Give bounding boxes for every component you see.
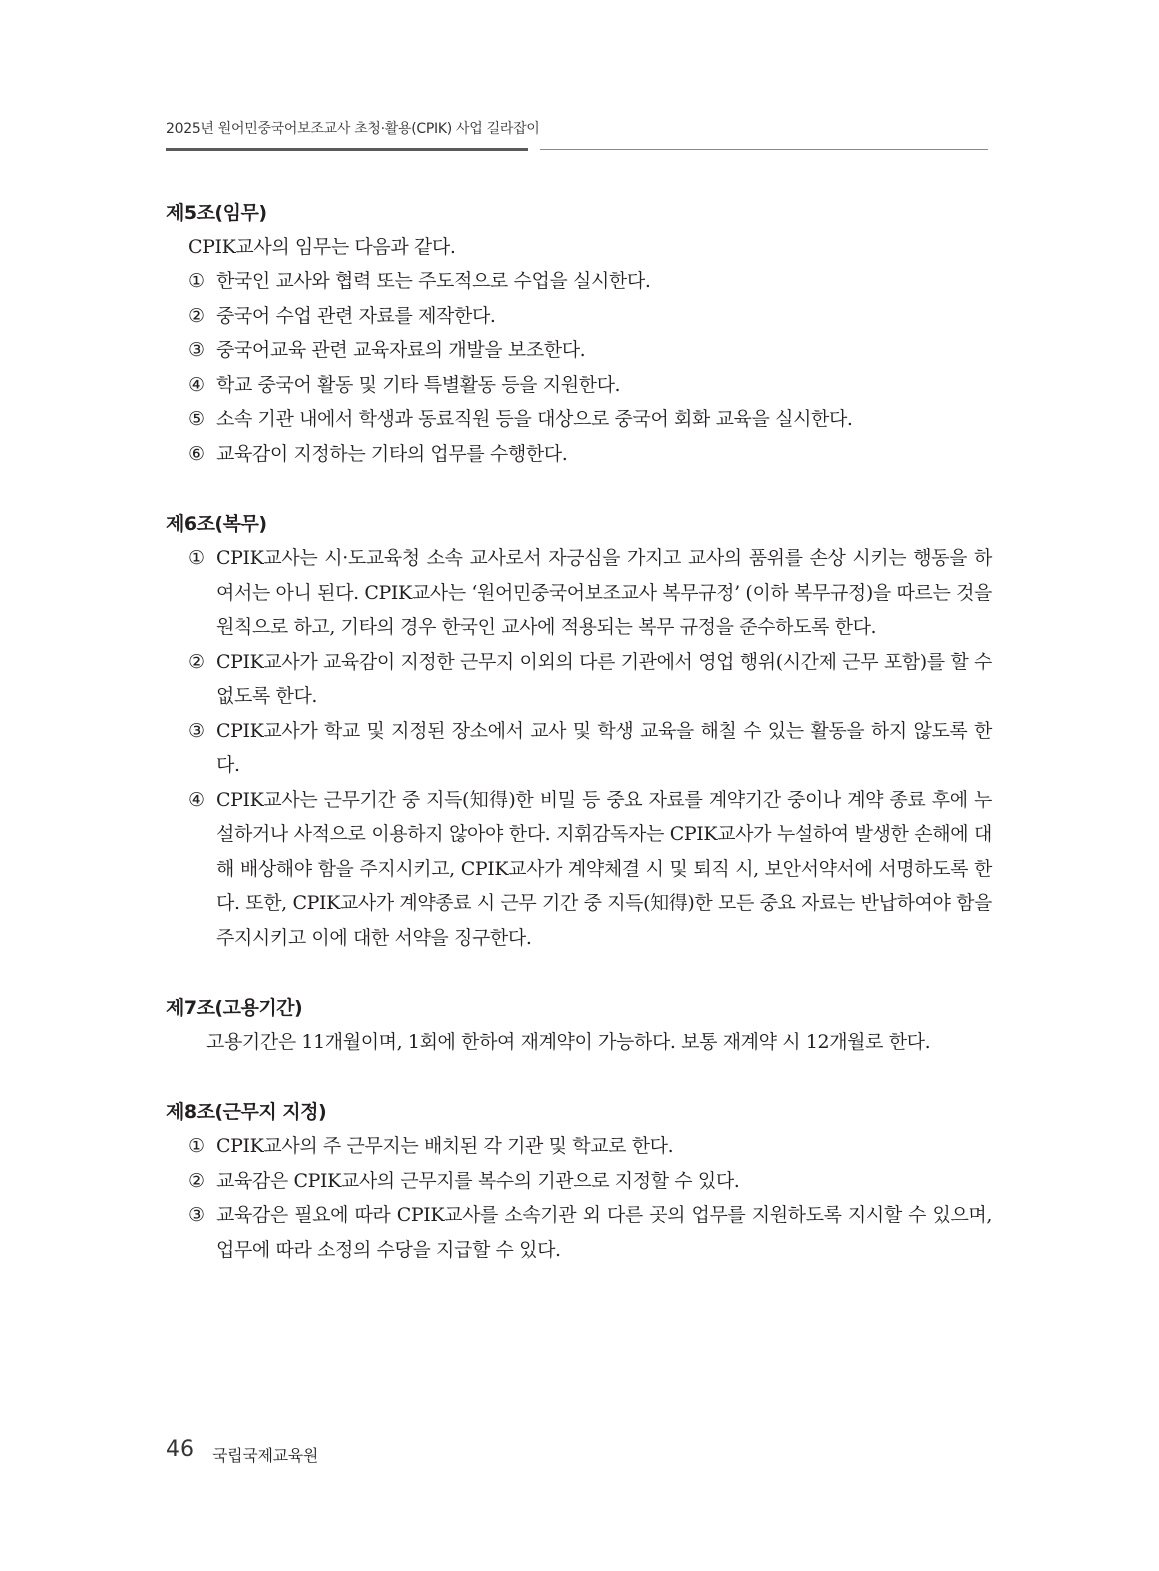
- item-text: CPIK교사의 주 근무지는 배치된 각 기관 및 학교로 한다.: [216, 1135, 674, 1157]
- item-text: CPIK교사가 학교 및 지정된 장소에서 교사 및 학생 교육을 해칠 수 있는 활동을 하지 않도록 한다.: [216, 719, 992, 776]
- article-7: [166, 991, 992, 1059]
- list-item: [166, 1164, 992, 1199]
- running-header-title: 2025년 원어민중국어보조교사 초청·활용(CPIK) 사업 길라잡이: [166, 121, 540, 137]
- page-body: [166, 196, 992, 1303]
- article-title: 제8조(근무지 지정): [166, 1101, 327, 1123]
- item-number: ③: [188, 719, 205, 742]
- item-text: CPIK교사는 시·도교육청 소속 교사로서 자긍심을 가지고 교사의 품위를 손상 시키는 행동을 하여서는 아니 된다. CPIK교사는 ‘원어민중국어보조교사 복무규정’ (이하 복무규정)을 따르는 것을 원칙으로 하고, 기타의 경우 한국인 교사에 적용되는 복무 규정을 준수하도록 한다.: [216, 547, 992, 638]
- list-item: [166, 1198, 992, 1267]
- article-title: 제5조(임무): [166, 202, 267, 224]
- article-title: 제7조(고용기간): [166, 997, 303, 1019]
- item-text: 중국어 수업 관련 자료를 제작한다.: [216, 304, 496, 327]
- item-text: 중국어교육 관련 교육자료의 개발을 보조한다.: [216, 339, 586, 361]
- item-text: 교육감은 필요에 따라 CPIK교사를 소속기관 외 다른 곳의 업무를 지원하도록 지시할 수 있으며, 업무에 따라 소정의 수당을 지급할 수 있다.: [216, 1204, 992, 1261]
- list-item: [166, 333, 992, 368]
- list-item: [166, 783, 992, 956]
- page-number: 46: [166, 1437, 194, 1462]
- article-intro: CPIK교사의 임무는 다음과 같다.: [188, 236, 456, 258]
- list-item: [166, 645, 992, 714]
- item-text: CPIK교사는 근무기간 중 지득(知得)한 비밀 등 중요 자료를 계약기간 중이나 계약 종료 후에 누설하거나 사적으로 이용하지 않아야 한다. 지휘감독자는 CPIK교사가 누설하여 발생한 손해에 대해 배상해야 함을 주지시키고, CPIK교사가 계약체결 시 및 퇴직 시, 보안서약서에 서명하도록 한다. 또한, CPIK교사가 계약종료 시 근무 기간 중 지득(知得)한 모든 중요 자료는 반납하여야 함을 주지시키고 이에 대한 서약을 징구한다.: [216, 788, 992, 949]
- list-item: [166, 299, 992, 334]
- list-item: [166, 1129, 992, 1164]
- article-intro: 고용기간은 11개월이며, 1회에 한하여 재계약이 가능하다. 보통 재계약 시 12개월로 한다.: [206, 1031, 931, 1053]
- article-6: [166, 507, 992, 955]
- item-number: ①: [188, 270, 205, 292]
- item-text: 학교 중국어 활동 및 기타 특별활동 등을 지원한다.: [216, 373, 621, 396]
- list-item: [166, 437, 992, 472]
- item-text: 소속 기관 내에서 학생과 동료직원 등을 대상으로 중국어 회화 교육을 실시한다.: [216, 408, 853, 430]
- item-text: 한국인 교사와 협력 또는 주도적으로 수업을 실시한다.: [216, 270, 651, 292]
- item-text: 교육감이 지정하는 기타의 업무를 수행한다.: [216, 442, 568, 465]
- article-8: [166, 1095, 992, 1267]
- list-item: [166, 541, 992, 645]
- header-rule-light: [540, 149, 988, 150]
- item-number: ③: [188, 339, 205, 361]
- item-number: ④: [188, 373, 205, 396]
- list-item: [166, 368, 992, 403]
- item-number: ⑥: [188, 442, 205, 465]
- footer-organization: 국립국제교육원: [212, 1446, 319, 1465]
- item-number: ④: [188, 788, 205, 811]
- item-number: ①: [188, 1135, 205, 1157]
- article-5: [166, 196, 992, 471]
- list-item: [166, 264, 992, 299]
- item-number: ③: [188, 1204, 205, 1226]
- article-title: 제6조(복무): [166, 513, 267, 535]
- item-number: ①: [188, 547, 205, 569]
- item-number: ②: [188, 1169, 205, 1192]
- item-number: ⑤: [188, 408, 205, 430]
- list-item: [166, 402, 992, 437]
- list-item: [166, 714, 992, 783]
- item-number: ②: [188, 650, 205, 673]
- item-text: 교육감은 CPIK교사의 근무지를 복수의 기관으로 지정할 수 있다.: [216, 1169, 740, 1192]
- item-text: CPIK교사가 교육감이 지정한 근무지 이외의 다른 기관에서 영업 행위(시간제 근무 포함)를 할 수 없도록 한다.: [216, 650, 992, 707]
- header-rule-dark: [166, 148, 528, 151]
- item-number: ②: [188, 304, 205, 327]
